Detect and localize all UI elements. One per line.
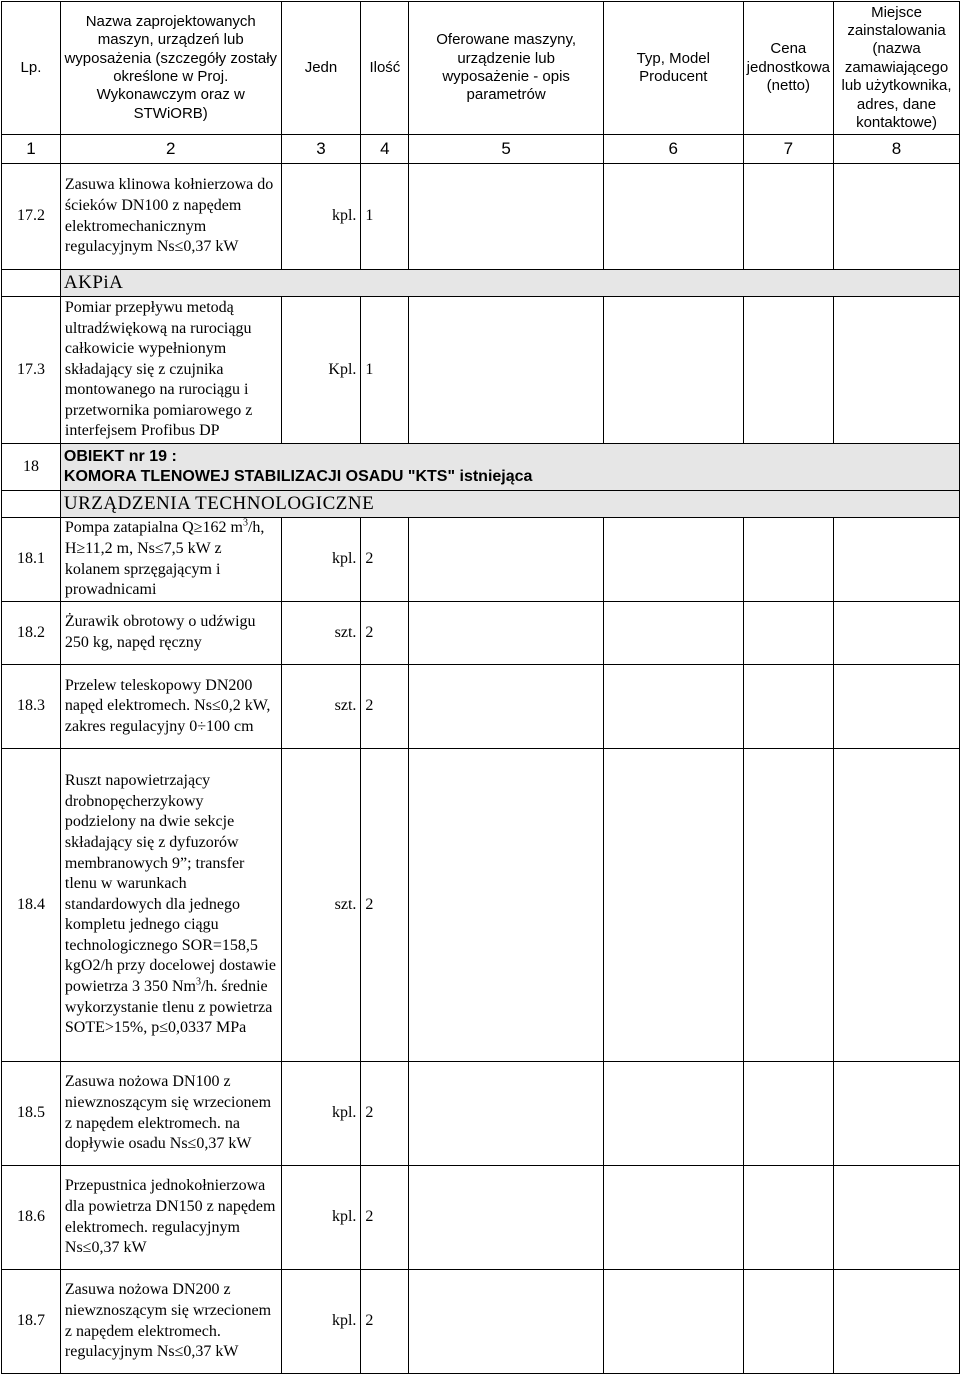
table-row-17-3 [2, 297, 960, 444]
column-numbers-row [2, 135, 960, 164]
column-number: 8 [834, 135, 960, 164]
row-oferowane-empty [409, 1270, 604, 1374]
row-lp: 18.2 [2, 602, 61, 665]
header-miejsce: Miejsce zainstalowania (nazwa zamawiającego lub użytkownika, adres, dane kontaktowe) [834, 2, 960, 135]
row-miejsce-empty [834, 297, 960, 444]
row-miejsce-empty [834, 602, 960, 665]
row-quantity: 1 [361, 164, 409, 270]
row-unit: kpl. [281, 1062, 361, 1166]
header-jedn: Jedn [281, 2, 361, 135]
header-row [2, 2, 960, 135]
row-cena-empty [743, 1062, 833, 1166]
row-description: Zasuwa nożowa DN100 z niewznoszącym się wrzecionem z napędem elektromech. na dopływie osadu Ns≤0,37 kW [60, 1062, 281, 1166]
desc-part: /h. średnie wykorzystanie tlenu z powietrza SOTE>15%, p≤0,0337 MPa [64, 978, 273, 1037]
row-cena-empty [743, 749, 833, 1062]
row-typ-empty [603, 1166, 743, 1270]
row-quantity: 1 [361, 297, 409, 444]
row-oferowane-empty [409, 665, 604, 749]
column-number: 5 [409, 135, 604, 164]
row-typ-empty [603, 1062, 743, 1166]
header-ilosc: Ilość [361, 2, 409, 135]
row-typ-empty [603, 164, 743, 270]
superscript: 3 [242, 517, 248, 529]
row-typ-empty [603, 749, 743, 1062]
column-number: 7 [743, 135, 833, 164]
table-row-18-1 [2, 518, 960, 602]
row-unit: kpl. [281, 518, 361, 602]
row-unit: kpl. [281, 164, 361, 270]
column-number: 6 [603, 135, 743, 164]
row-oferowane-empty [409, 602, 604, 665]
row-miejsce-empty [834, 1166, 960, 1270]
row-unit: Kpl. [281, 297, 361, 444]
column-number: 4 [361, 135, 409, 164]
section-lp-empty [2, 270, 61, 297]
table-row-18-7 [2, 1270, 960, 1374]
row-miejsce-empty [834, 518, 960, 602]
section-row-urzadzenia [2, 491, 960, 518]
row-unit: szt. [281, 749, 361, 1062]
row-description: Zasuwa nożowa DN200 z niewznoszącym się wrzecionem z napędem elektromech. regulacyjnym Ns≤0,37 kW [60, 1270, 281, 1374]
row-lp: 18.4 [2, 749, 61, 1062]
row-typ-empty [603, 1270, 743, 1374]
row-quantity: 2 [361, 602, 409, 665]
row-oferowane-empty [409, 297, 604, 444]
object-number: OBIEKT nr 19 : [63, 448, 177, 465]
row-lp: 18.5 [2, 1062, 61, 1166]
row-quantity: 2 [361, 749, 409, 1062]
row-oferowane-empty [409, 164, 604, 270]
section-akpia: AKPiA [60, 270, 959, 297]
object-title [60, 444, 959, 491]
row-quantity: 2 [361, 518, 409, 602]
row-cena-empty [743, 1270, 833, 1374]
row-description: Przepustnica jednokołnierzowa dla powietrza DN150 z napędem elektromech. regulacyjnym Ns≤0,37 kW [60, 1166, 281, 1270]
row-unit: szt. [281, 665, 361, 749]
row-oferowane-empty [409, 518, 604, 602]
header-lp: Lp. [2, 2, 61, 135]
table-row-18-6 [2, 1166, 960, 1270]
header-oferowane: Oferowane maszyny, urządzenie lub wyposażenie - opis parametrów [409, 2, 604, 135]
row-oferowane-empty [409, 749, 604, 1062]
header-typ: Typ, Model Producent [603, 2, 743, 135]
section-lp-empty [2, 491, 61, 518]
row-cena-empty [743, 297, 833, 444]
row-description [60, 518, 281, 602]
equipment-table [1, 1, 960, 1374]
table-row-18-4 [2, 749, 960, 1062]
row-miejsce-empty [834, 749, 960, 1062]
row-description: Pomiar przepływu metodą ultradźwiękową na rurociągu całkowicie wypełnionym składający się z czujnika montowanego na rurociągu i przetwornika pomiarowego z interfejsem Profibus DP [60, 297, 281, 444]
row-quantity: 2 [361, 1062, 409, 1166]
table-row-18-5 [2, 1062, 960, 1166]
row-lp: 17.3 [2, 297, 61, 444]
row-quantity: 2 [361, 1166, 409, 1270]
section-row-akpia [2, 270, 960, 297]
row-typ-empty [603, 518, 743, 602]
row-quantity: 2 [361, 1270, 409, 1374]
row-miejsce-empty [834, 665, 960, 749]
header-nazwa: Nazwa zaprojektowanych maszyn, urządzeń lub wyposażenia (szczegóły zostały określone w Proj. Wykonawczym oraz w STWiORB) [60, 2, 281, 135]
desc-part: /h, H≥11,2 m, Ns≤7,5 kW z kolanem sprzęgającym i prowadnicami [64, 519, 265, 599]
row-quantity: 2 [361, 665, 409, 749]
row-lp: 17.2 [2, 164, 61, 270]
row-description: Zasuwa klinowa kołnierzowa do ścieków DN100 z napędem elektromechanicznym regulacyjnym Ns≤0,37 kW [60, 164, 281, 270]
column-number: 3 [281, 135, 361, 164]
row-typ-empty [603, 602, 743, 665]
row-lp: 18.6 [2, 1166, 61, 1270]
column-number: 2 [60, 135, 281, 164]
row-description: Przelew teleskopowy DN200 napęd elektromech. Ns≤0,2 kW, zakres regulacyjny 0÷100 cm [60, 665, 281, 749]
row-unit: kpl. [281, 1166, 361, 1270]
row-description: Żurawik obrotowy o udźwigu 250 kg, napęd ręczny [60, 602, 281, 665]
row-cena-empty [743, 518, 833, 602]
row-cena-empty [743, 602, 833, 665]
table-row-18-2 [2, 602, 960, 665]
desc-part: Pompa zatapialna Q≥162 m [64, 519, 243, 537]
row-miejsce-empty [834, 1270, 960, 1374]
table-row-18-3 [2, 665, 960, 749]
superscript: 3 [195, 976, 201, 988]
row-typ-empty [603, 665, 743, 749]
row-description [60, 749, 281, 1062]
row-lp: 18 [2, 444, 61, 491]
row-unit: kpl. [281, 1270, 361, 1374]
section-urzadzenia: URZĄDZENIA TECHNOLOGICZNE [60, 491, 959, 518]
row-unit: szt. [281, 602, 361, 665]
row-cena-empty [743, 164, 833, 270]
row-lp: 18.1 [2, 518, 61, 602]
desc-part: Ruszt napowietrzający drobnopęcherzykowy podzielony na dwie sekcje składający się z dyfuzorów membranowych 9”; transfer tlenu w warunkach standardowych dla jednego kompletu jednego ciągu technologicznego SOR=158,5 kgO2/h przy docelowej dostawie powietrza 3 350 Nm [64, 772, 276, 996]
object-name: KOMORA TLENOWEJ STABILIZACJI OSADU "KTS" istniejąca [63, 468, 533, 485]
row-miejsce-empty [834, 164, 960, 270]
row-miejsce-empty [834, 1062, 960, 1166]
row-typ-empty [603, 297, 743, 444]
row-lp: 18.3 [2, 665, 61, 749]
table-row-17-2 [2, 164, 960, 270]
row-oferowane-empty [409, 1062, 604, 1166]
header-cena: Cena jednostkowa (netto) [743, 2, 833, 135]
row-lp: 18.7 [2, 1270, 61, 1374]
row-cena-empty [743, 1166, 833, 1270]
object-row-18 [2, 444, 960, 491]
column-number: 1 [2, 135, 61, 164]
row-cena-empty [743, 665, 833, 749]
row-oferowane-empty [409, 1166, 604, 1270]
